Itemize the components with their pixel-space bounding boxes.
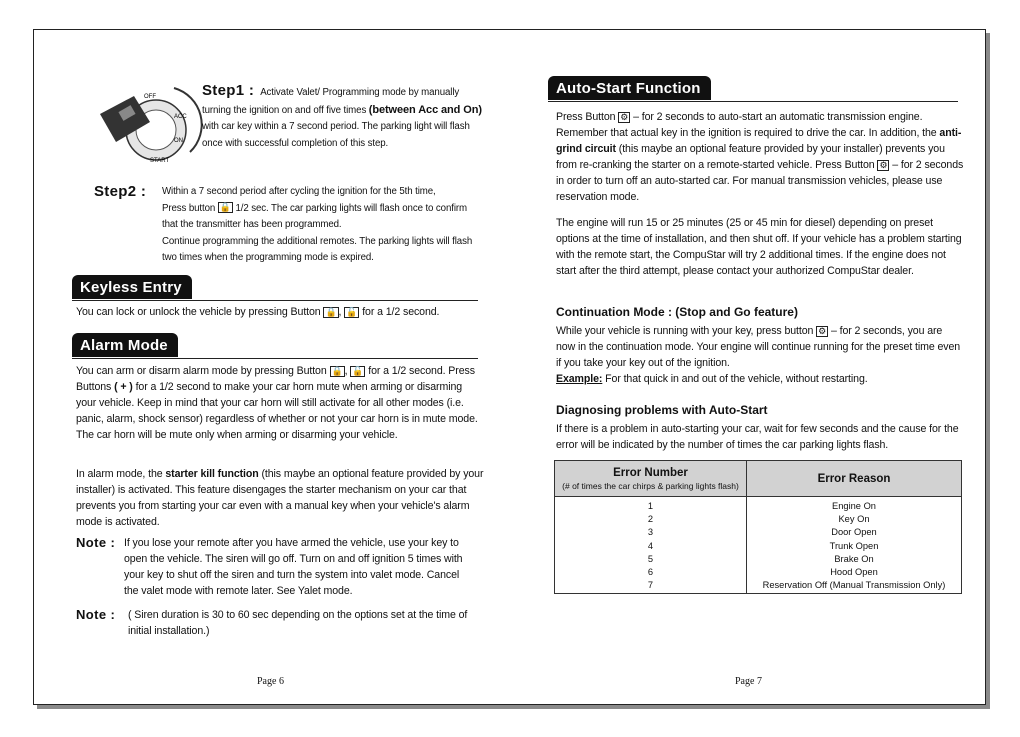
error-number-label: Error Number — [613, 466, 688, 479]
error-reason: Door Open — [831, 527, 877, 538]
keyless-entry-text — [76, 304, 482, 320]
note1-text: If you lose your remote after you have armed the vehicle, use your key to open the vehicle. The siren will go off. Turn on and off ignition 5 times with your key to shut off the siren and turn the system into valet mode. Cancel the valet mode with remote later. See Yalet mode. — [124, 537, 463, 597]
example-text: For that quick in and out of the vehicle, without restarting. — [605, 373, 868, 385]
button-combo: ( + ) — [114, 381, 133, 393]
unlock-button-icon: 🔓 — [352, 365, 364, 376]
auto-start-title: Auto-Start Function — [548, 76, 711, 100]
svg-text:START: START — [150, 158, 170, 164]
step1-text-a: Activate Valet/ Programming mode by manually turning the ignition on and off five times — [202, 87, 460, 116]
error-reason: Brake On — [834, 553, 874, 564]
error-number: 5 — [647, 553, 654, 564]
error-number-column — [555, 497, 747, 594]
diagnosing-text: If there is a problem in auto-starting your car, wait for few seconds and the cause for the error will be indicated by the number of times the car parking lights flash. — [556, 423, 959, 451]
step2-line2b: 1/2 sec. The car parking lights will flash once to confirm that the transmitter has been programmed. — [162, 202, 467, 230]
auto-start-p2: The engine will run 15 or 25 minutes (25 or 45 min for diesel) depending on preset options at the time of installation, and then shut off. If your vehicle has a problem starting with the remote start, the CompuStar will try 2 additional times. If the engine does not start after the third attempt, please contact your authorized CompuStar dealer. — [556, 217, 962, 277]
auto-p1-d: (this maybe an optional feature provided by your installer) prevents you from re-cranking the starter on a remote-started vehicle. Press Button — [556, 143, 945, 171]
remote-start-icon: ⚙ — [620, 111, 629, 122]
step1-title: Step1 : — [202, 82, 255, 99]
keyless-text-c: for a 1/2 second. — [362, 306, 440, 318]
error-reason-column — [747, 497, 962, 594]
auto-p1-a: Press Button — [556, 111, 616, 123]
error-number: 6 — [647, 566, 654, 577]
page-number-6: Page 6 — [257, 676, 284, 687]
note2 — [76, 607, 476, 639]
error-table — [554, 460, 962, 594]
step2-line3: Continue programming the additional remotes. The parking lights will flash two times when the programming mode is expired. — [162, 235, 473, 263]
lock-button-icon: 🔒 — [331, 365, 343, 376]
lock-button-icon: 🔒 — [325, 306, 337, 317]
example-label: Example: — [556, 373, 603, 385]
diagnosing-title: Diagnosing problems with Auto-Start — [556, 403, 768, 417]
step2-line2 — [162, 201, 482, 234]
error-reason: Engine On — [832, 501, 876, 511]
error-number-sublabel: (# of times the car chirps & parking lights flash) — [562, 480, 739, 491]
error-table-header — [555, 461, 962, 497]
error-number: 1 — [647, 501, 654, 511]
keyless-entry-heading — [72, 275, 478, 301]
step1-text-b: with car key within a 7 second period. The parking light will flash once with successful completion of this step. — [202, 121, 470, 149]
step2-line2a: Press button — [162, 202, 216, 214]
keyless-text-b: , — [338, 306, 342, 318]
svg-text:OFF: OFF — [144, 94, 156, 100]
error-number: 4 — [647, 540, 654, 551]
alarm-mode-title: Alarm Mode — [72, 333, 178, 357]
unlock-button-icon: 🔓 — [346, 306, 358, 317]
ignition-key-icon — [94, 82, 206, 166]
note2-label: Note : — [76, 607, 116, 622]
page-number-7: Page 7 — [735, 676, 762, 687]
error-reason: Key On — [838, 514, 870, 525]
auto-p1-e: – for 2 seconds in order to turn off an auto-started car. For manual transmission vehicles, please use reservation mode. — [556, 159, 964, 203]
continuation-title: Continuation Mode : (Stop and Go feature) — [556, 305, 798, 319]
error-number: 7 — [647, 580, 654, 591]
step2-line1: Within a 7 second period after cycling the ignition for the 5th time, — [162, 186, 436, 197]
svg-text:ON: ON — [174, 138, 183, 144]
step2-title: Step2 : — [94, 183, 147, 200]
starter-kill-label: starter kill function — [165, 468, 259, 480]
alarm-p1-b: , — [344, 365, 348, 377]
table-row — [555, 497, 962, 594]
alarm-p2-a: In alarm mode, the — [76, 468, 163, 480]
auto-p1-b: – for 2 seconds to auto-start an automatic transmission engine. Remember that actual key in the ignition is required to drive the car. — [556, 111, 923, 139]
continuation-text — [556, 323, 964, 387]
error-number-header — [555, 461, 747, 497]
error-number: 3 — [647, 527, 654, 538]
note2-text: ( Siren duration is 30 to 60 sec depending on the options set at the time of initial installation.) — [128, 609, 468, 637]
alarm-mode-p1 — [76, 363, 484, 443]
remote-start-icon: ⚙ — [879, 159, 888, 170]
alarm-p1-d: for a 1/2 second to make your car horn mute when arming or disarming your vehicle. Keep in mind that your car horn will still activate for all other modes (i.e. panic, alarm, shock sensor) regardless of whether or not your car horn is in mute mode. The car horn will be mute only when arming or disarming your vehicle. — [76, 381, 478, 441]
alarm-mode-heading — [72, 333, 478, 359]
manual-spread — [33, 29, 986, 705]
error-number: 2 — [647, 514, 654, 525]
error-reason: Reservation Off (Manual Transmission Only) — [762, 580, 946, 591]
continuation-text-a: While your vehicle is running with your key, press button — [556, 325, 814, 337]
keyless-text-a: You can lock or unlock the vehicle by pressing Button — [76, 306, 321, 318]
step2-block — [162, 184, 482, 267]
svg-text:ACC: ACC — [174, 114, 187, 120]
lock-button-icon: 🔒 — [219, 202, 231, 213]
continuation-text-b: – for 2 seconds, you are now in the continuation mode. Your engine will continue running for the preset time even if you take your key out of the ignition. — [556, 325, 961, 369]
step1-block — [202, 83, 482, 152]
error-reason: Trunk Open — [829, 540, 879, 551]
alarm-p1-a: You can arm or disarm alarm mode by pressing Button — [76, 365, 327, 377]
alarm-p2-b: (this maybe an optional feature provided by your installer) is activated. This feature disengages the starter mechanism on your car that prevents you from starting your car even with a manual key when your vehicle's alarm mode is activated. — [76, 468, 484, 528]
note1 — [76, 535, 476, 599]
remote-start-icon: ⚙ — [818, 325, 827, 336]
keyless-entry-title: Keyless Entry — [72, 275, 192, 299]
auto-start-heading — [548, 76, 958, 102]
error-reason: Hood Open — [830, 566, 878, 577]
note1-label: Note : — [76, 535, 116, 550]
auto-start-p1 — [556, 109, 964, 205]
step1-bold: (between Acc and On) — [368, 103, 482, 116]
error-reason-header: Error Reason — [747, 461, 962, 497]
auto-p1-c: In addition, the — [868, 127, 937, 139]
alarm-p1-c: for a 1/2 second. Press Buttons — [76, 365, 475, 393]
anti-grind-label: anti-grind circuit — [556, 127, 962, 155]
alarm-mode-p2 — [76, 466, 484, 530]
